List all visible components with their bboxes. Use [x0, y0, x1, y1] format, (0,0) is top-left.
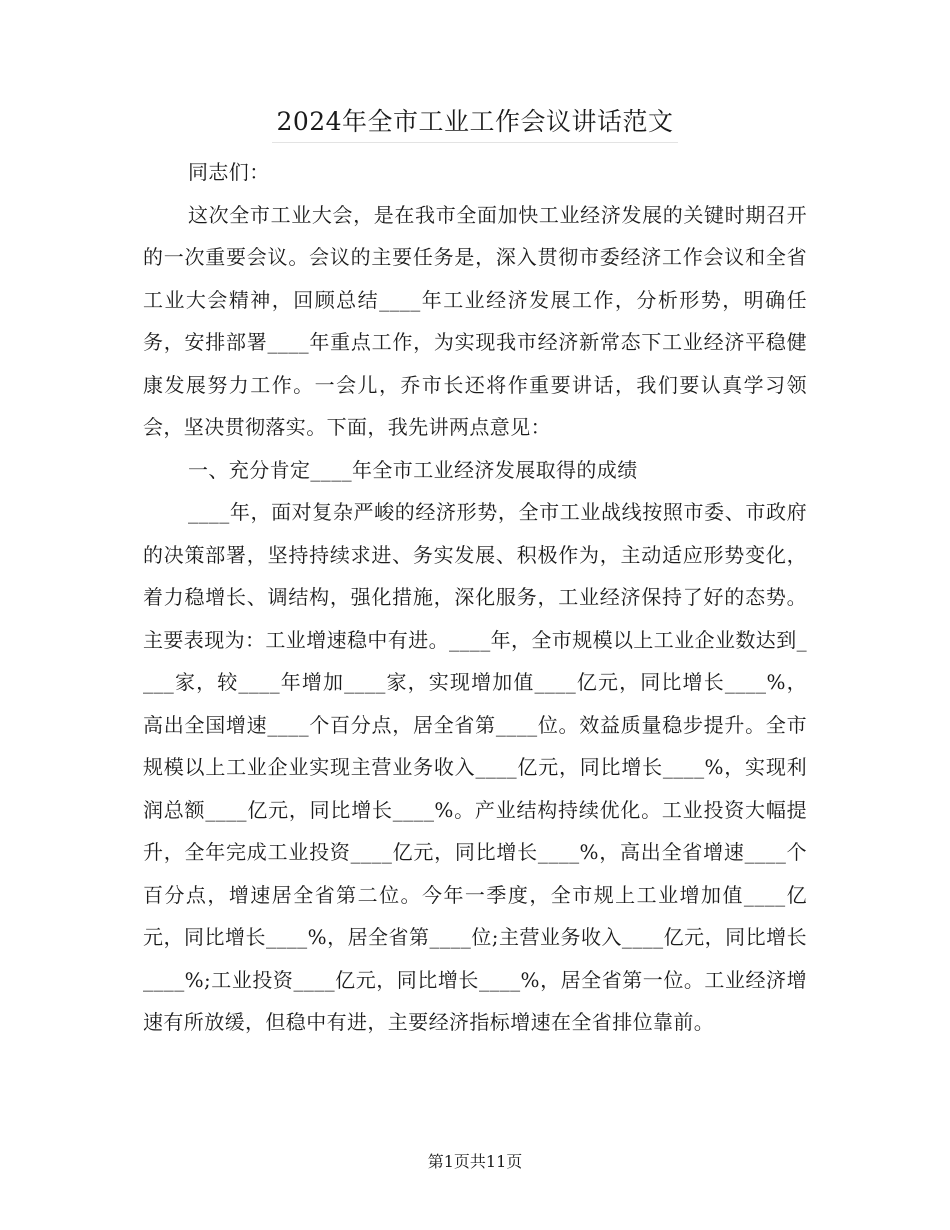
section-heading-1: 一、充分肯定____年全市工业经济发展取得的成绩	[188, 457, 638, 482]
salutation: 同志们：	[188, 160, 270, 184]
page-number: 第1页共11页	[427, 1152, 523, 1171]
title-container	[0, 102, 950, 143]
paragraph-achievements: ____年，面对复杂严峻的经济形势，全市工业战线按照市委、市政府的决策部署，坚持持续求进、务实发展、积极作为，主动适应形势变化，着力稳增长、调结构，强化措施，深化服务，工业经济保持了好的态势。主要表现为：工业增速稳中有进。____年，全市规模以上工业企业数达到____家，较____年增加____家，实现增加值____亿元，同比增长____%，高出全国增速____个百分点，居全省第____位。效益质量稳步提升。全市规模以上工业企业实现主营业务收入____亿元，同比增长____%，实现利润总额____亿元，同比增长____%。产业结构持续优化。工业投资大幅提升，全年完成工业投资____亿元，同比增长____%，高出全省增速____个百分点，增速居全省第二位。今年一季度，全市规上工业增加值____亿元，同比增长____%，居全省第____位;主营业务收入____亿元，同比增长____%;工业投资____亿元，同比增长____%，居全省第一位。工业经济增速有所放缓，但稳中有进，主要经济指标增速在全省排位靠前。	[143, 500, 807, 1034]
paragraph-intro: 这次全市工业大会，是在我市全面加快工业经济发展的关键时期召开的一次重要会议。会议的主要任务是，深入贯彻市委经济工作会议和全省工业大会精神，回顾总结____年工业经济发展工作，分析形势，明确任务，安排部署____年重点工作，为实现我市经济新常态下工业经济平稳健康发展努力工作。一会儿，乔市长还将作重要讲话，我们要认真学习领会，坚决贯彻落实。下面，我先讲两点意见：	[143, 202, 807, 439]
document-body	[143, 151, 807, 1044]
document-title: 2024年全市工业工作会议讲话范文	[272, 102, 677, 143]
